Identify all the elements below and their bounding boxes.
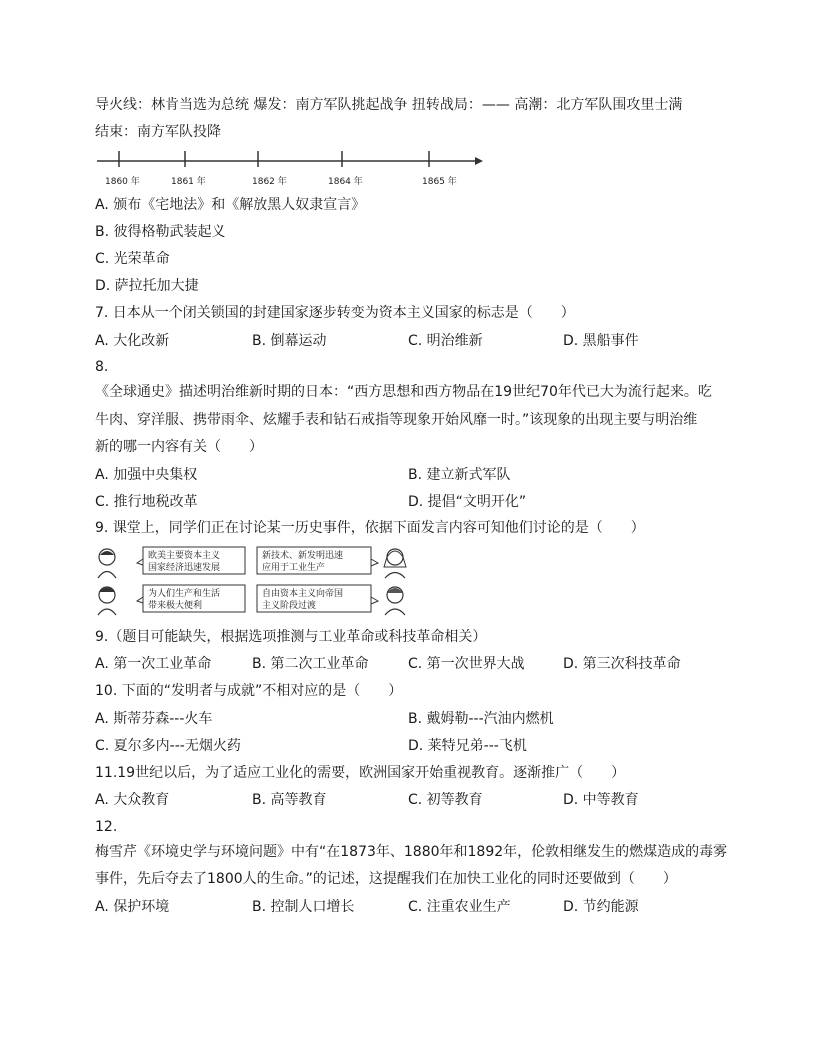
q6-option-a: A. 颁布《宅地法》和《解放黑人奴隶宣言》	[95, 197, 366, 213]
q11-option-b: B. 高等教育	[252, 792, 327, 808]
speech-text: 国家经济迅速发展	[148, 563, 221, 573]
q6-option-d: D. 萨拉托加大捷	[95, 278, 199, 294]
q12-option-d: D. 节约能源	[563, 899, 639, 915]
q12-number: 12.	[95, 819, 118, 835]
q9-option-a: A. 第一次工业革命	[95, 656, 212, 672]
q7-option-d: D. 黑船事件	[563, 333, 639, 349]
discussion-illustration	[95, 545, 425, 617]
timeline-year: 1860 年	[105, 177, 140, 187]
q12-option-a: A. 保护环境	[95, 899, 170, 915]
q8-option-b: B. 建立新式军队	[408, 467, 511, 483]
timeline-year: 1862 年	[252, 177, 287, 187]
speech-text: 欧美主要资本主义	[148, 551, 221, 561]
q7-option-c: C. 明治维新	[408, 333, 483, 349]
q8-stem-line2: 牛肉、穿洋服、携带雨伞、炫耀手表和钻石戒指等现象开始风靡一时。”该现象的出现主要与明治维	[95, 412, 698, 428]
timeline-year: 1865 年	[422, 177, 457, 187]
q8-option-d: D. 提倡“文明开化”	[408, 494, 527, 510]
q11-option-d: D. 中等教育	[563, 792, 639, 808]
q12-stem-line1: 梅雪芹《环境史学与环境问题》中有“在1873年、1880年和1892年，伦敦相继发生的燃煤造成的毒雾	[95, 844, 728, 860]
q10-option-b: B. 戴姆勒---汽油内燃机	[408, 711, 554, 727]
q7-option-a: A. 大化改新	[95, 333, 170, 349]
q9-stem: 9. 课堂上，同学们正在讨论某一历史事件，依据下面发言内容可知他们讨论的是（ ）	[95, 520, 645, 536]
speech-text: 应用于工业生产	[262, 563, 326, 573]
timeline-year: 1864 年	[328, 177, 363, 187]
student-icon	[98, 549, 116, 578]
speech-text: 带来极大便利	[148, 601, 203, 611]
q6-option-b: B. 彼得格勒武装起义	[95, 224, 226, 240]
q12-option-c: C. 注重农业生产	[408, 899, 511, 915]
q8-option-c: C. 推行地税改革	[95, 494, 198, 510]
q9-option-b: B. 第二次工业革命	[252, 656, 369, 672]
q11-option-a: A. 大众教育	[95, 792, 170, 808]
speech-text: 主义阶段过渡	[262, 601, 317, 611]
q8-stem-line3: 新的哪一内容有关（ ）	[95, 439, 263, 455]
speech-text: 为人们生产和生活	[148, 589, 221, 599]
q9-option-c: C. 第一次世界大战	[408, 656, 525, 672]
q8-stem-line1: 《全球通史》描述明治维新时期的日本：“西方思想和西方物品在19世纪70年代已大为流行起来。吃	[95, 384, 712, 400]
timeline-arrow	[475, 157, 483, 165]
q8-option-a: A. 加强中央集权	[95, 467, 198, 483]
speech-bubble	[137, 585, 245, 612]
speech-bubble	[257, 547, 378, 574]
q10-option-c: C. 夏尔多内---无烟火药	[95, 738, 241, 754]
speech-bubble	[137, 547, 245, 574]
q12-option-b: B. 控制人口增长	[252, 899, 355, 915]
student-icon	[385, 587, 405, 615]
q11-stem: 11.19世纪以后，为了适应工业化的需要，欧洲国家开始重视教育。逐渐推广（ ）	[95, 765, 626, 781]
q12-stem-line2: 事件，先后夺去了1800人的生命。”的记述，这提醒我们在加快工业化的同时还要做到（ ）	[95, 871, 677, 887]
q10-option-a: A. 斯蒂芬森---火车	[95, 711, 213, 727]
q9-note: 9.（题目可能缺失，根据选项推测与工业革命或科技革命相关）	[95, 629, 487, 645]
speech-text: 自由资本主义向帝国	[262, 589, 344, 599]
q7-stem: 7. 日本从一个闭关锁国的封建国家逐步转变为资本主义国家的标志是（ ）	[95, 305, 575, 321]
speech-text: 新技术、新发明迅速	[262, 551, 344, 561]
q8-number: 8.	[95, 359, 109, 375]
timeline-figure	[95, 148, 485, 190]
q10-option-d: D. 莱特兄弟---飞机	[408, 738, 527, 754]
q9-option-d: D. 第三次科技革命	[563, 656, 681, 672]
q11-option-c: C. 初等教育	[408, 792, 483, 808]
speech-bubble	[257, 585, 378, 612]
q6-stem-line1: 导火线：林肯当选为总统 爆发：南方军队挑起战争 扭转战局：—— 高潮：北方军队围攻里士满	[95, 97, 683, 113]
q6-option-c: C. 光荣革命	[95, 251, 170, 267]
student-icon	[384, 549, 406, 578]
q7-option-b: B. 倒幕运动	[252, 333, 327, 349]
q6-stem-line2: 结束：南方军队投降	[95, 124, 221, 140]
student-icon	[98, 587, 116, 615]
q10-stem: 10. 下面的“发明者与成就”不相对应的是（ ）	[95, 683, 403, 699]
timeline-year: 1861 年	[171, 177, 206, 187]
